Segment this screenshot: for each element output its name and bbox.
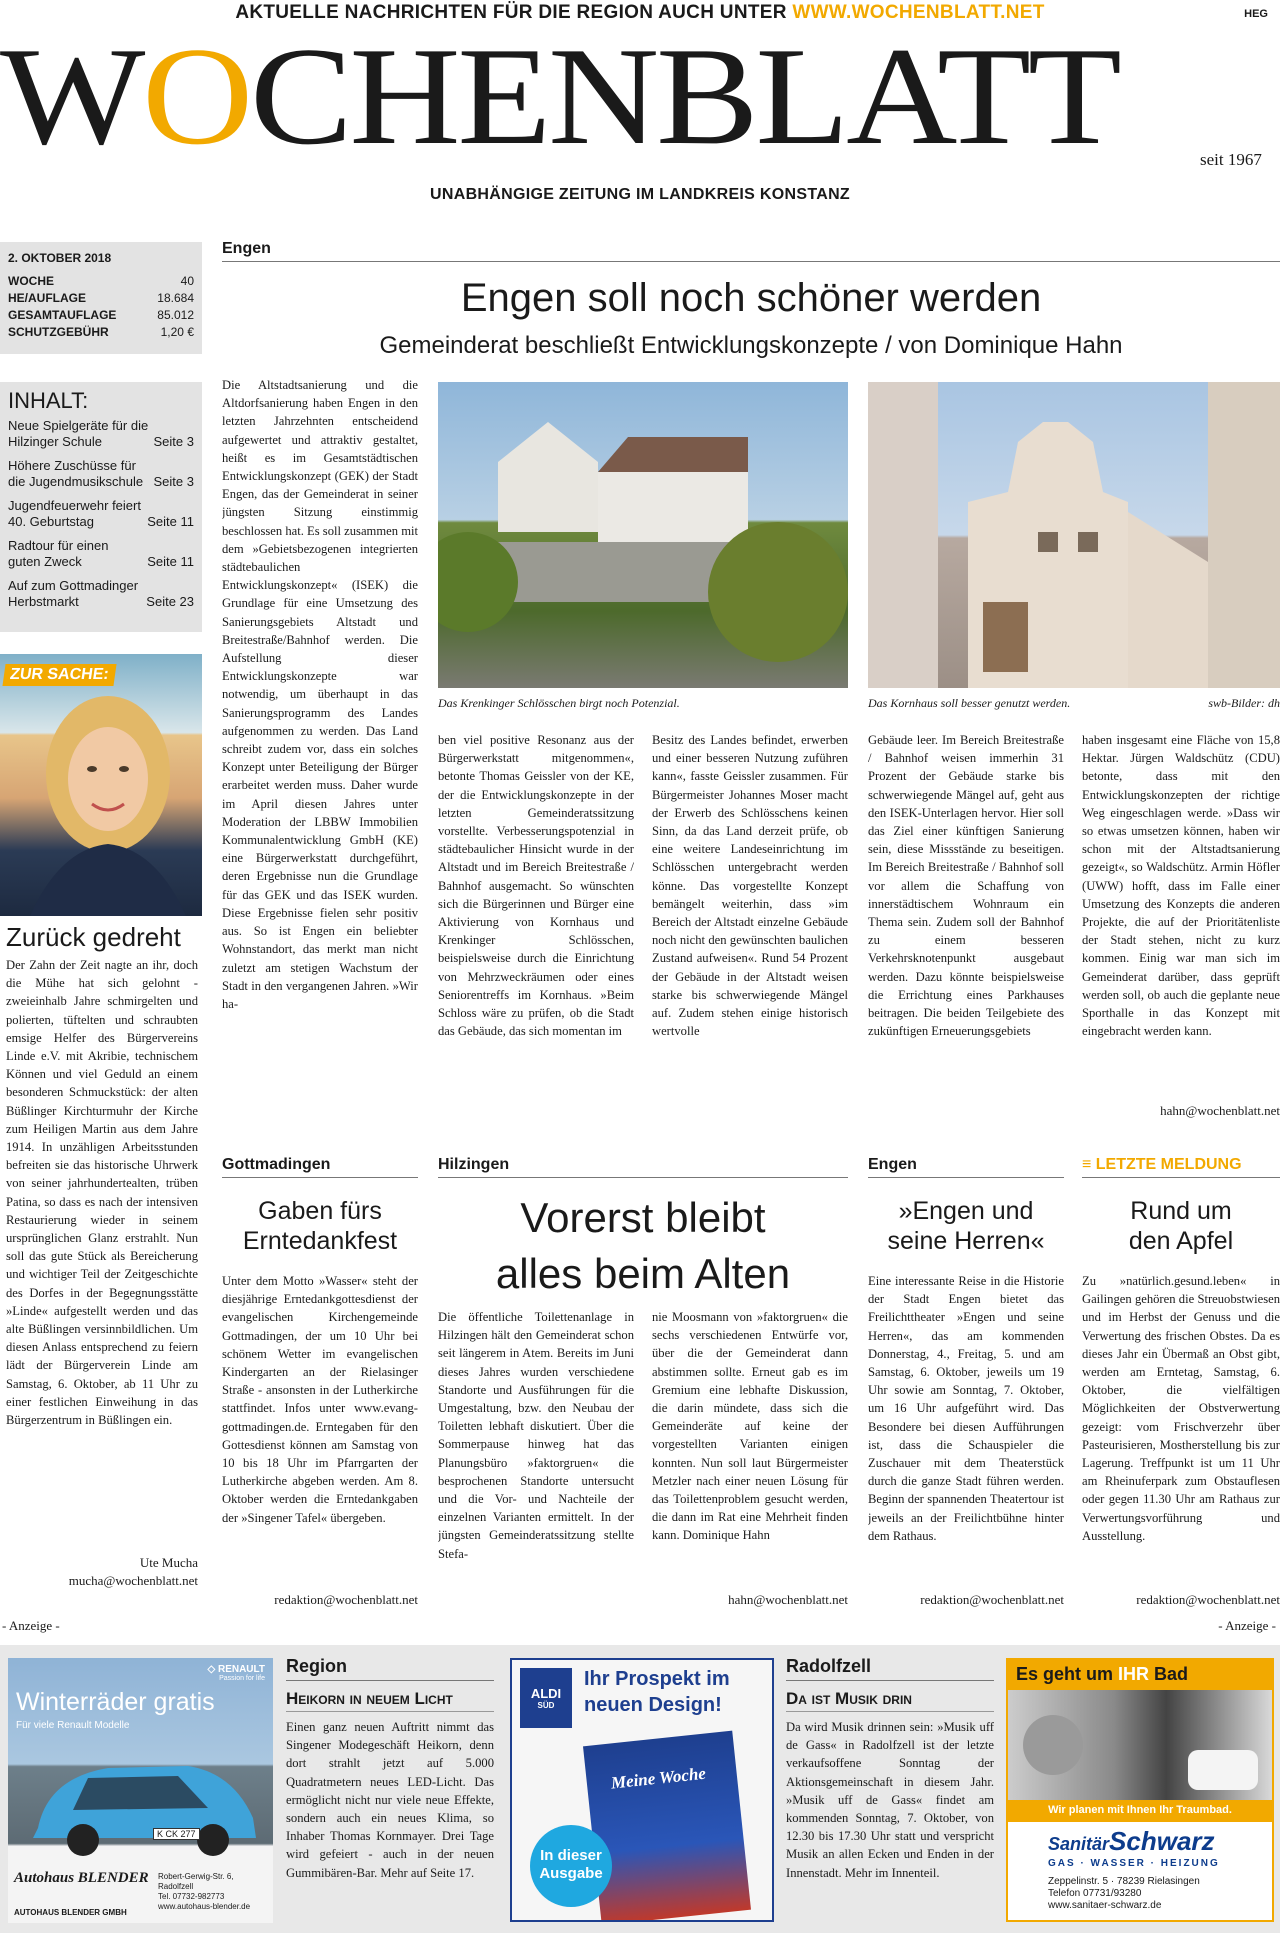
info-row: GESAMTAUFLAGE 85.012	[8, 308, 194, 322]
engen2-headline[interactable]: »Engen und seine Herren«	[887, 1197, 1045, 1255]
news-icon: ≡	[1082, 1156, 1096, 1173]
radolfzell-section: Radolfzell	[786, 1656, 994, 1681]
edition-code: HEG	[1244, 8, 1268, 20]
column-title: Zurück gedreht	[6, 922, 181, 952]
hilz-email[interactable]: hahn@wochenblatt.net	[728, 1592, 848, 1607]
lead-col-1: Die Altstadtsanierung und die Altdorfsanierung haben Engen in den letzten Jahrzehnten entscheidend aufgewertet und attraktiv gestaltet, heißt es im Gesamtstädtischen Entwicklungskonzept (GEK) der Stadt Engen, das der Gemeinderat in seiner jüngsten Sitzung einstimmig beschlossen hat. Es soll zusammen mit dem »Gebietsbezogenen integrierten städtebaulichen Entwicklungskonzept« (ISEK) die Grundlage für eine Umsetzung des Sanierungsgebiets Altstadt und Breitestraße/Bahnhof werden. Die Aufstellung dieser Entwicklungskonzepte war notwendig, um überhaupt in das Sanierungsprogramm des Landes aufgenommen zu werden. Das Land schreibt zudem vor, dass ein solches Konzept unter Beteiligung der Bürger erarbeitet werden muss. Daher wurde im April diesen Jahres unter Moderation der LBBW Immobilien Kommunalentwicklung GmbH (KE) eine Bürgerwerkstatt durchgeführt, deren Ergebnisse nun die Grundlage für das GEK und das ISEK wurden. Diese Ergebnisse fielen sehr positiv aus. So ist Engen ein beliebter Wohnstandort, das merkt man nicht zuletzt am stetigen Wachstum der Stadt in den vergangenen Jahren. »Wir ha-	[222, 378, 418, 1011]
section-engen-2: Engen	[868, 1156, 1064, 1178]
sanitaer-trades: GAS · WASSER · HEIZUNG	[1048, 1858, 1220, 1869]
letzte-text: Zu »natürlich.gesund.leben« in Gailingen gehören die Streuobstwiesen und im Herbst der Genuss und die Verwertung des frischen Obstes. Da es dieses Jahr ein Übermaß an Obst gibt, werden am Erntetag, Samstag, 6. Oktober, die vielfältigen Möglichkeiten der Obstverwertung gezeigt: vom Frischverzehr über Pasteurisieren, Mostherstellung bis zur Lagerung. Treffpunkt ist um 11 Uhr am Rheinuferpark zum Obstauflesen oder gegen 11.30 Uhr am Rathaus zur Verwertungsvorführung und Ausstellung.	[1082, 1274, 1280, 1543]
hilz-col-1: Die öffentliche Toilettenanlage in Hilzingen hält den Gemeinderat schon seit längerem in Atem. Bereits im Juni dieses Jahres wurden verschiedene Standorte und Ausführungen für die Umgestaltung, bzw. den Neubau der Toiletten lebhaft diskutiert. Über die Sommerpause hinweg hat das Planungsbüro »faktorgruen« die besprochenen Standorte untersucht und die Vor- und Nachteile der einzelnen Varianten ermittelt. In der jüngsten Gemeinderatssitzung stellte Stefa-	[438, 1310, 634, 1561]
info-row: HE/AUFLAGE 18.684	[8, 291, 194, 305]
renault-headline: Winterräder gratis	[16, 1688, 215, 1716]
aldi-badge: In dieser Ausgabe	[530, 1825, 612, 1907]
region-title[interactable]: Heikorn in neuem Licht	[286, 1689, 494, 1712]
issue-info-box	[0, 242, 202, 354]
region-text: Einen ganz neuen Auftritt nimmt das Singener Modegeschäft Heikorn, denn dort strahlt jetzt auf 5.000 Quadratmetern neues LED-Licht. Das ermöglicht nicht nur viele neue Effekte, sondern auch ein neues Klima, so Inhaber Thomas Kornmayer. Drei Tage wird gefeiert - auch in der neuen Gummibären-Bar. Mehr auf Seite 17.	[286, 1720, 494, 1880]
masthead-subtitle: UNABHÄNGIGE ZEITUNG IM LANDKREIS KONSTANZ	[430, 186, 850, 203]
column-tag: ZUR SACHE:	[2, 664, 116, 686]
info-row: WOCHE 40	[8, 274, 194, 288]
gott-headline[interactable]: Gaben fürs Erntedankfest	[242, 1197, 398, 1255]
toc-item[interactable]: Neue Spielgeräte für die Hilzinger Schule Seite 3	[8, 418, 194, 449]
sanitaer-contact: Zeppelinstr. 5 · 78239 Rielasingen Telefon 07731/93280 www.sanitaer-schwarz.de	[1048, 1876, 1200, 1911]
dealer-contact: Robert-Gerwig-Str. 6, Radolfzell Tel. 07732-982773 www.autohaus-blender.de	[158, 1872, 251, 1911]
toc-item[interactable]: Radtour für einen guten Zweck Seite 11	[8, 538, 194, 569]
lead-email[interactable]: hahn@wochenblatt.net	[1160, 1103, 1280, 1118]
section-engen: Engen	[222, 240, 1280, 262]
radolfzell-title[interactable]: Da ist Musik drin	[786, 1689, 994, 1712]
radolfzell-teaser	[786, 1656, 994, 1926]
info-row: SCHUTZGEBÜHR 1,20 €	[8, 325, 194, 339]
lead-headline[interactable]: Engen soll noch schöner werden	[460, 276, 1042, 320]
column-author: Ute Mucha	[139, 1555, 198, 1570]
lead-subheadline: Gemeinderat beschließt Entwicklungskonzepte / von Dominique Hahn	[379, 332, 1123, 359]
lead-col-2: ben viel positive Resonanz aus der Bürgerwerkstatt mitgenommen«, betonte Thomas Geissler von der KE, der die Entwicklungskonzepte in der letzten Gemeinderatssitzung vorstellte. Verbesserungspotenzial in städtebaulicher Hinsicht wurde in der Altstadt und im Bereich Breitestraße / Bahnhof ausgemacht. So wünschten sich die Bürgerinnen und Bürger eine Aktivierung von Kornhaus und Krenkinger Schlösschen, beispielsweise durch die Einrichtung von Mehrzweckräumen oder eines Seniorentreffs im Kornhaus. »Beim Schloss wäre zu prüfen, ob die Stadt das Gebäude, das sich momentan im	[438, 733, 634, 1039]
website-link[interactable]: WWW.WOCHENBLATT.NET	[792, 2, 1045, 23]
masthead-logo: WOCHENBLATT	[0, 19, 1119, 174]
columnist-photo	[0, 654, 202, 916]
bathroom-photo	[1008, 1690, 1272, 1800]
shower-illustration	[1008, 1690, 1272, 1800]
region-section: Region	[286, 1656, 494, 1681]
lead-col-5: haben insgesamt eine Fläche von 15,8 Hektar. Jürgen Waldschütz (CDU) betonte, dass mit den Entwicklungskonzepten der richtige Weg eingeschlagen werde. »Dass wir so etwas umsetzen können, haben wir schon mit der Altstadtsanierung gezeigt«, so Waldschütz. Armin Höfler (UWW) hofft, dass im Falle einer Umsetzung des Konzepts die anderen Projekte, die auf der Prioritätenliste der Stadt stehen, nicht zu kurz kommen. Einig war man sich im Gemeinderat darüber, dass geprüft werden soll, ob auch die geplante neue Sporthalle in das Konzept mit eingebracht werden kann.	[1082, 733, 1280, 1039]
aldi-logo: ALDI SÜD	[520, 1668, 572, 1728]
sanitaer-headline: Es geht um IHR Bad	[1008, 1660, 1272, 1690]
kornhaus-illustration	[868, 382, 1280, 688]
renault-ad[interactable]	[8, 1658, 273, 1923]
section-gottmadingen: Gottmadingen	[222, 1156, 418, 1178]
engen2-text: Eine interessante Reise in die Historie der Stadt Engen bietet das Freilichttheater »Engen und seine Herren«, das am kommenden Donnerstag, 4., Freitag, 5. und am Samstag, 6. Oktober, jeweils um 19 Uhr sowie am Sonntag, 7. Oktober, um 16 Uhr aufgeführt wird. Das Besondere bei diesen Aufführungen ist, dass die Schauspieler die Zuschauer mit dem Theaterstück durch die ganze Stadt führen werden. Beginn der spannenden Theatertour ist jeweils an der Freilichtbühne hinter dem Rathaus.	[868, 1274, 1064, 1543]
issue-date: 2. OKTOBER 2018	[8, 251, 112, 265]
ad-label-left: - Anzeige -	[2, 1618, 60, 1633]
caption-kornhaus: Das Kornhaus soll besser genutzt werden.	[868, 696, 1071, 710]
castle-photo	[438, 382, 848, 688]
renault-subline: Für viele Renault Modelle	[16, 1720, 130, 1731]
toc-title: INHALT:	[8, 388, 89, 413]
kornhaus-photo	[868, 382, 1280, 688]
aldi-headline: Ihr Prospekt im neuen Design!	[584, 1668, 730, 1716]
lead-col-4: Gebäude leer. Im Bereich Breitestraße / Bahnhof weisen immerhin 31 Prozent der Gebäude starke bis schwerwiegende Mängel auf, geht aus den ISEK-Unterlagen hervor. Hier soll das Ziel einer künftigen Sanierung sein, diese Missstände zu beseitigen. Im Bereich Breitestraße / Bahnhof soll vor allem die Schaffung von innerstädtischem Wohnraum ein Thema sein. Zudem soll der Bahnhof zu einem besseren Verkehrsknotenpunkt ausgebaut werden. Dazu könnte beispielsweise die Errichtung eines Parkhauses beitragen. Die beiden Teilgebiete des zukünftigen Erneuerungsgebiets	[868, 733, 1064, 1039]
hilz-headline[interactable]: Vorerst bleibt alles beim Alten	[495, 1194, 791, 1297]
column-email[interactable]: mucha@wochenblatt.net	[68, 1573, 198, 1588]
sanitaer-claim: Wir planen mit Ihnen Ihr Traumbad.	[1008, 1800, 1272, 1822]
hilz-col-2: nie Moosmann von »faktorgruen« die sechs verschiedenen Entwürfe vor, über die der Gemeinderat dann abstimmen sollte. Erneut gab es im Gremium eine lebhafte Diskussion, die darin mündete, dass sich die Gemeinderäte auf keine der vorgestellten Varianten einigen konnten. Nun soll laut Bürgermeister Metzler nach einer neuen Lösung für das Toilettenproblem gesucht werden, die dann im Rat eine Mehrheit finden kann. Dominique Hahn	[652, 1310, 848, 1543]
castle-illustration	[438, 382, 848, 688]
portrait-illustration	[0, 654, 202, 916]
region-teaser	[286, 1656, 494, 1926]
column-text: Der Zahn der Zeit nagte an ihr, doch die Mühe hat sich gelohnt - zweieinhalb Jahre schmirgelten und polierten, tüftelten und schraubten emsige Helfer des Bürgervereins Linde e.V. mit Akribie, technischem Können und viel Geduld an einem besonderen Schmuckstück: der alten Büßlinger Kirchturmuhr der Kirche zum Heiligen Martin aus dem Jahre 1914. In unzähligen Arbeitsstunden befreiten sie das historische Uhrwerk von seiner jahrhundertealten, trüben Patina, so dass es nach der intensiven Restaurierung wieder in seinem ursprünglichen Glanz erstrahlt. Nun soll das gute Stück als Bereicherung und wichtiger Teil der Zeitgeschichte des Dorfes in der Begegnungsstätte »Linde« aufgestellt werden und das alte Büßlingen versinnbildlichen. Um diesen Anlass entsprechend zu feiern lädt der Bürgerverein Linde am Samstag, 6. Oktober, ab 11 Uhr zu einer festlichen Einweihung in das Bürgerzentrum in Büßlingen ein.	[6, 958, 198, 1428]
sanitaer-logo: SanitärSchwarz	[1048, 1826, 1215, 1856]
gott-email[interactable]: redaktion@wochenblatt.net	[274, 1592, 418, 1607]
dealer-company: AUTOHAUS BLENDER GMBH	[14, 1908, 127, 1917]
ad-label-right: - Anzeige -	[1218, 1618, 1276, 1633]
topline: AKTUELLE NACHRICHTEN FÜR DIE REGION AUCH UNTER WWW.WOCHENBLATT.NET	[235, 2, 1045, 23]
caption-castle: Das Krenkinger Schlösschen birgt noch Potenzial.	[438, 696, 680, 710]
section-hilzingen: Hilzingen	[438, 1156, 848, 1178]
dealer-logo: Autohaus BLENDER	[14, 1870, 149, 1886]
since-label: seit 1967	[1200, 150, 1262, 169]
lead-col-3: Besitz des Landes befindet, erwerben und einer besseren Nutzung zuführen kann«, fasste Geissler zusammen. Für Bürgermeister Johannes Moser macht der Erwerb des Schlösschens keinen Sinn, da das Land derzeit prüfe, ob eine weitere Landeseinrichtung im Schlösschen untergebracht werden könne. Das vorgestellte Konzept bemängelt weiterhin, dass »im Bereich der Altstadt einzelne Gebäude noch nicht den gewünschten baulichen Zustand aufweisen«. Rund 54 Prozent der Gebäude in der Altstadt weisen starke bis schwerwiegende Mängel auf. Zudem stehen einige historisch wertvolle	[652, 733, 848, 1039]
table-of-contents	[0, 382, 202, 632]
toc-item[interactable]: Auf zum Gottmadinger Herbstmarkt Seite 23	[8, 578, 194, 609]
photo-credit: swb-Bilder: dh	[1208, 696, 1280, 710]
gott-text: Unter dem Motto »Wasser« steht der diesjährige Erntedankgottesdienst der evangelischen Kirchengemeinde Gottmadingen, der um 10 Uhr bei schönem Wetter im evangelischen Kindergarten an der Rielasinger Straße - ansonsten in der Lutherkirche stattfindet. Infos unter www.evang-gottmadingen.de. Erntegaben für den Gottesdienst können am Samstag von 10 bis 18 Uhr im Pfarrgarten der Lutherkirche abgeben werden. Am 8. Oktober werden die Erntedankgaben der »Singener Tafel« übergeben.	[222, 1274, 418, 1525]
letzte-email[interactable]: redaktion@wochenblatt.net	[1136, 1592, 1280, 1607]
renault-diamond-icon: ◇	[207, 1664, 218, 1675]
toc-item[interactable]: Höhere Zuschüsse für die Jugendmusikschule Seite 3	[8, 458, 194, 489]
toc-item[interactable]: Jugendfeuerwehr feiert 40. Geburtstag Seite 11	[8, 498, 194, 529]
aldi-brochure: Meine Woche	[583, 1731, 751, 1922]
sanitaer-ad[interactable]	[1006, 1658, 1274, 1922]
car-illustration	[18, 1738, 263, 1858]
letzte-headline[interactable]: Rund um den Apfel	[1128, 1197, 1234, 1255]
section-last-news: ≡ LETZTE MELDUNG	[1082, 1156, 1280, 1178]
aldi-ad[interactable]	[510, 1658, 774, 1922]
license-plate: K CK 277	[153, 1828, 200, 1840]
renault-logo: ◇ RENAULT Passion for life	[207, 1664, 265, 1682]
radolfzell-text: Da wird Musik drinnen sein: »Musik uff de Gass« in Radolfzell ist der letzte verkaufsoffene Sonntag der Aktionsgemeinschaft in diesem Jahr. »Musik uff de Gass« findet am kommenden Sonntag, 7. Oktober, von 12.30 bis 17.30 Uhr statt und verspricht Musik an allen Ecken und Enden in der Innenstadt. Mehr im Innenteil.	[786, 1720, 994, 1880]
engen2-email[interactable]: redaktion@wochenblatt.net	[920, 1592, 1064, 1607]
